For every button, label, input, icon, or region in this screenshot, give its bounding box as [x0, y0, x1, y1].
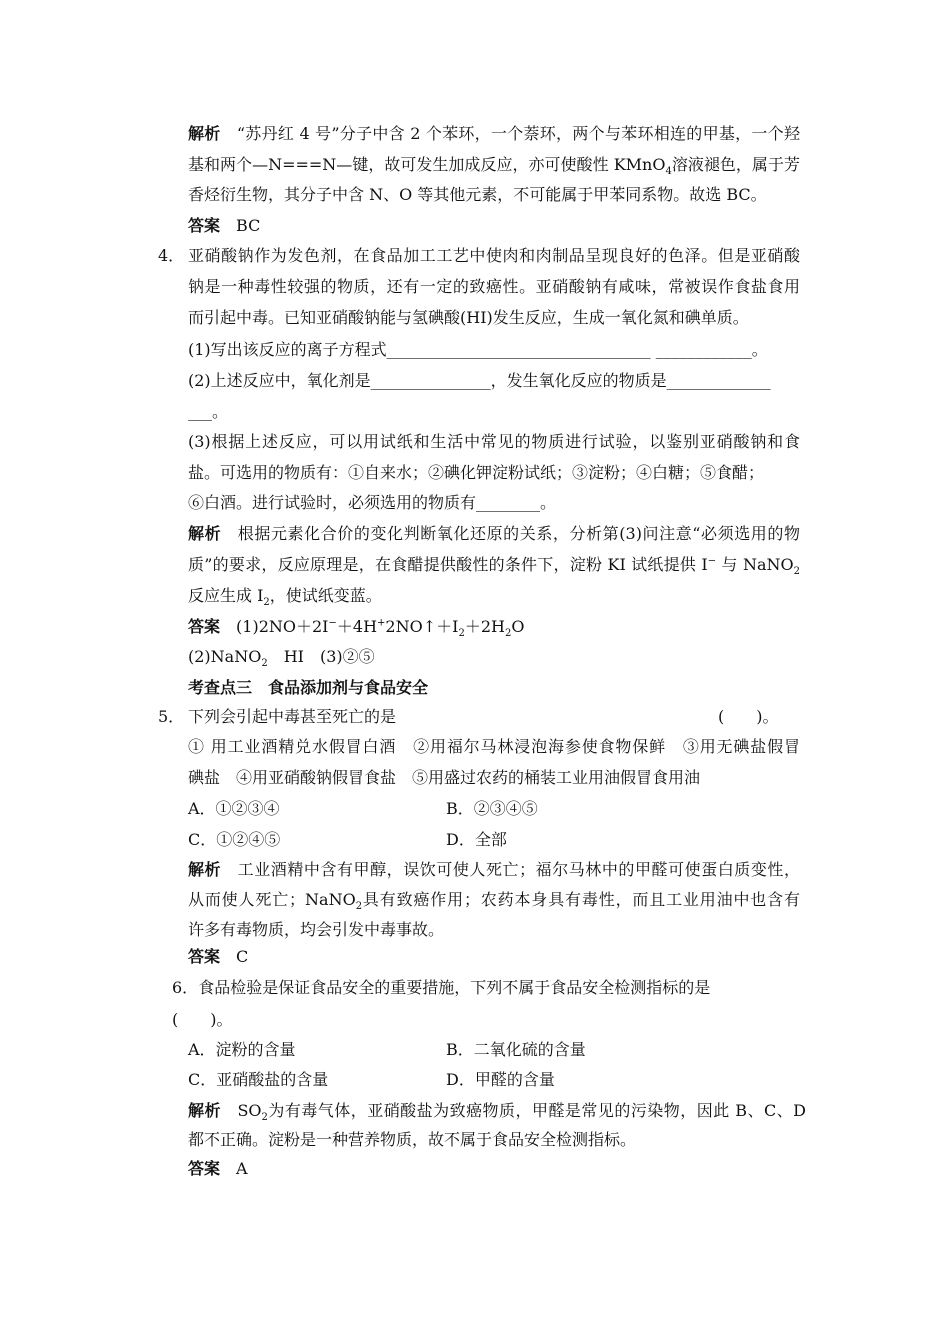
q3-explanation-line-1: 解析 “苏丹红 4 号”分子中含 2 个苯环，一个萘环，两个与苯环相连的甲基，一个羟: [188, 124, 800, 143]
q6-choice-a: A．淀粉的含量: [188, 1040, 296, 1059]
q6-choice-b: B．二氧化硫的含量: [446, 1040, 586, 1059]
q6-number: 6．: [172, 978, 199, 997]
explanation-label: 解析: [188, 124, 221, 143]
q4-stem-line-1: 亚硝酸钠作为发色剂，在食品加工工艺中使肉和肉制品呈现良好的色泽。但是亚硝酸: [188, 246, 800, 265]
q5-choice-b: B．②③④⑤: [446, 799, 538, 818]
answer-label: 答案: [188, 1159, 221, 1178]
q5-explanation-line-2: 从而使人死亡；NaNO$_2$具有致癌作用；农药本身具有毒性，而且工业用油中也含有: [188, 890, 800, 913]
q3-explanation-line-2: 基和两个—N===N—键，故可发生加成反应，亦可使酸性 KMnO$_4$溶液褪色，属于芳: [188, 155, 800, 178]
q4-part-3-line-2: 盐。可选用的物质有：①自来水；②碘化钾淀粉试纸；③淀粉；④白糖；⑤食醋；: [188, 463, 765, 482]
q4-part-1: (1)写出该反应的离子方程式_________________________________ ____________。: [188, 340, 768, 359]
q4-explanation-line-3: 反应生成 $I_2$，使试纸变蓝。: [188, 586, 382, 609]
explanation-label: 解析: [188, 524, 222, 543]
q6-answer-blank: ( )。: [172, 1010, 233, 1029]
q4-part-2-line-1: (2)上述反应中，氧化剂是_______________，发生氧化反应的物质是_____________: [188, 371, 771, 390]
explanation-label: 解析: [188, 1101, 221, 1120]
explanation-label: 解析: [188, 860, 222, 879]
q5-choice-a: A．①②③④: [188, 799, 280, 818]
q5-choice-d: D．全部: [446, 830, 507, 849]
q5-number: 5．: [158, 707, 185, 726]
q6-choice-d: D．甲醛的含量: [446, 1070, 555, 1089]
q5-choice-c: C．①②④⑤: [188, 830, 281, 849]
answer-label: 答案: [188, 617, 221, 636]
q4-part-3-line-1: (3)根据上述反应，可以用试纸和生活中常见的物质进行试验，以鉴别亚硝酸钠和食: [188, 432, 800, 451]
q4-stem-line-2: 钠是一种毒性较强的物质，还有一定的致癌性。亚硝酸钠有咸味，常被误作食盐食用: [188, 277, 800, 296]
q4-answer-line-2: (2)NaNO$_2$ HI (3)②⑤: [188, 647, 375, 670]
section-title: 考查点三 食品添加剂与食品安全: [188, 678, 429, 697]
q6-stem: 6．食品检验是保证食品安全的重要措施，下列不属于食品安全检测指标的是: [172, 978, 711, 997]
q4-part-3-line-3: ⑥白酒。进行试验时，必须选用的物质有________。: [188, 493, 557, 512]
q6-explanation-line-1: 解析 $SO_2$为有毒气体，亚硝酸盐为致癌物质，甲醛是常见的污染物，因此 B、C、D: [188, 1101, 806, 1124]
q5-options-line-1: ① 用工业酒精兑水假冒白酒 ②用福尔马林浸泡海参使食物保鲜 ③用无碘盐假冒: [188, 737, 800, 756]
q6-choice-c: C．亚硝酸盐的含量: [188, 1070, 329, 1089]
q5-options-line-2: 碘盐 ④用亚硝酸钠假冒食盐 ⑤用盛过农药的桶装工业用油假冒食用油: [188, 768, 701, 787]
q4-stem-line-3: 而引起中毒。已知亚硝酸钠能与氢碘酸(HI)发生反应，生成一氧化氮和碘单质。: [188, 308, 749, 327]
answer-label: 答案: [188, 216, 221, 235]
q3-answer: 答案 BC: [188, 216, 261, 235]
q4-explanation-line-2: 质”的要求，反应原理是，在食醋提供酸性的条件下，淀粉 KI 试纸提供 I− 与 NaNO$_2$: [188, 555, 800, 578]
q5-answer: 答案 C: [188, 947, 249, 966]
q6-explanation-line-2: 都不正确。淀粉是一种营养物质，故不属于食品安全检测指标。: [188, 1130, 637, 1149]
q4-explanation-line-1: 解析 根据元素化合价的变化判断氧化还原的关系，分析第(3)问注意“必须选用的物: [188, 524, 800, 543]
q6-answer: 答案 A: [188, 1159, 248, 1178]
q5-explanation-line-1: 解析 工业酒精中含有甲醇，误饮可使人死亡；福尔马林中的甲醛可使蛋白质变性，: [188, 860, 800, 879]
q5-explanation-line-3: 许多有毒物质，均会引发中毒事故。: [188, 920, 445, 939]
q5-stem: 下列会引起中毒甚至死亡的是: [188, 707, 397, 726]
answer-label: 答案: [188, 947, 221, 966]
q4-answer-line-1: 答案 $(1)2NO+2I^-+4H^+2NO↑+I_2+2H_2O$: [188, 617, 525, 640]
q4-number: 4．: [158, 246, 185, 265]
q5-answer-blank: ( )。: [718, 707, 779, 726]
q4-part-2-line-2: ___。: [188, 402, 229, 421]
q3-explanation-line-3: 香烃衍生物，其分子中含 N、O 等其他元素，不可能属于甲苯同系物。故选 BC。: [188, 185, 767, 204]
